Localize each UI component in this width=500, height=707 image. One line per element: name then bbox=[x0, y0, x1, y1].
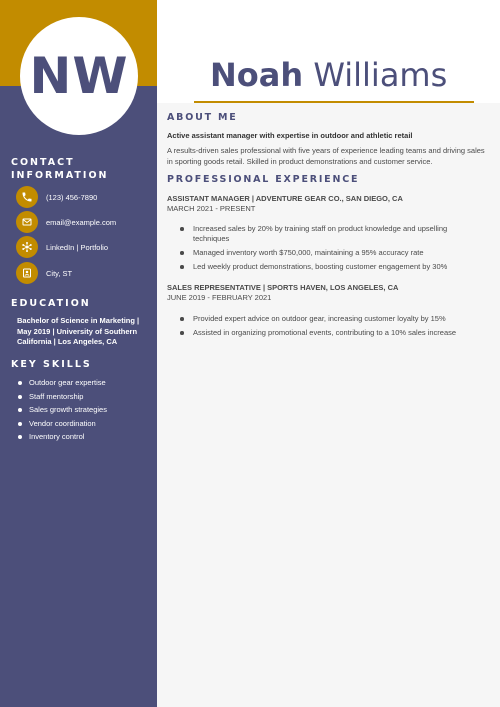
skill-item: Sales growth strategies bbox=[17, 403, 107, 417]
contact-location bbox=[16, 262, 154, 284]
contact-location-text: City, ST bbox=[46, 268, 73, 278]
about-body: A results-driven sales professional with five years of experience leading teams and driving sales in sporting goods retail. Skilled in product demonstrations and customer service. bbox=[167, 146, 485, 166]
candidate-name bbox=[210, 56, 447, 94]
job-title: ASSISTANT MANAGER | ADVENTURE GEAR CO., SAN DIEGO, CA bbox=[167, 194, 403, 203]
job-bullets bbox=[180, 224, 480, 276]
contact-links-text[interactable]: LinkedIn | Portfolio bbox=[46, 242, 108, 252]
monogram-circle bbox=[20, 17, 138, 135]
contact-phone-text: (123) 456-7890 bbox=[46, 192, 98, 202]
skill-item: Staff mentorship bbox=[17, 390, 107, 404]
job-bullet: Managed inventory worth $750,000, maintaining a 95% accuracy rate bbox=[180, 248, 480, 258]
network-icon bbox=[16, 236, 38, 258]
job-title: SALES REPRESENTATIVE | SPORTS HAVEN, LOS ANGELES, CA bbox=[167, 283, 399, 292]
contact-email-text[interactable]: email@example.com bbox=[46, 217, 117, 227]
job-bullet: Provided expert advice on outdoor gear, increasing customer loyalty by 15% bbox=[180, 314, 480, 324]
skill-item: Vendor coordination bbox=[17, 417, 107, 431]
skill-item: Outdoor gear expertise bbox=[17, 376, 107, 390]
contact-phone bbox=[16, 186, 154, 208]
job-bullet: Led weekly product demonstrations, boosting customer engagement by 30% bbox=[180, 262, 480, 272]
first-name: Noah bbox=[210, 56, 304, 94]
about-title: Active assistant manager with expertise in outdoor and athletic retail bbox=[167, 131, 413, 140]
email-icon bbox=[16, 211, 38, 233]
last-name: Williams bbox=[313, 56, 448, 94]
about-heading: ABOUT ME bbox=[167, 112, 238, 123]
job-dates: JUNE 2019 - FEBRUARY 2021 bbox=[167, 293, 272, 302]
job-bullet: Assisted in organizing promotional events, contributing to a 10% sales increase bbox=[180, 328, 480, 338]
monogram: NW bbox=[29, 47, 129, 105]
education-heading: EDUCATION bbox=[11, 298, 91, 309]
contact-heading: CONTACT INFORMATION bbox=[11, 157, 109, 181]
contact-email bbox=[16, 211, 154, 233]
name-divider bbox=[194, 101, 474, 103]
skill-item: Inventory control bbox=[17, 430, 107, 444]
job-bullet: Increased sales by 20% by training staff on product knowledge and upselling techniques bbox=[180, 224, 480, 244]
location-icon bbox=[16, 262, 38, 284]
skills-list bbox=[17, 376, 107, 444]
experience-heading: PROFESSIONAL EXPERIENCE bbox=[167, 174, 360, 185]
job-dates: MARCH 2021 - PRESENT bbox=[167, 204, 256, 213]
phone-icon bbox=[16, 186, 38, 208]
skills-heading: KEY SKILLS bbox=[11, 359, 92, 370]
education-entry: Bachelor of Science in Marketing | May 2019 | University of Southern California | Los Angeles, CA bbox=[17, 316, 140, 346]
job-bullets bbox=[180, 314, 480, 342]
contact-links bbox=[16, 236, 154, 258]
